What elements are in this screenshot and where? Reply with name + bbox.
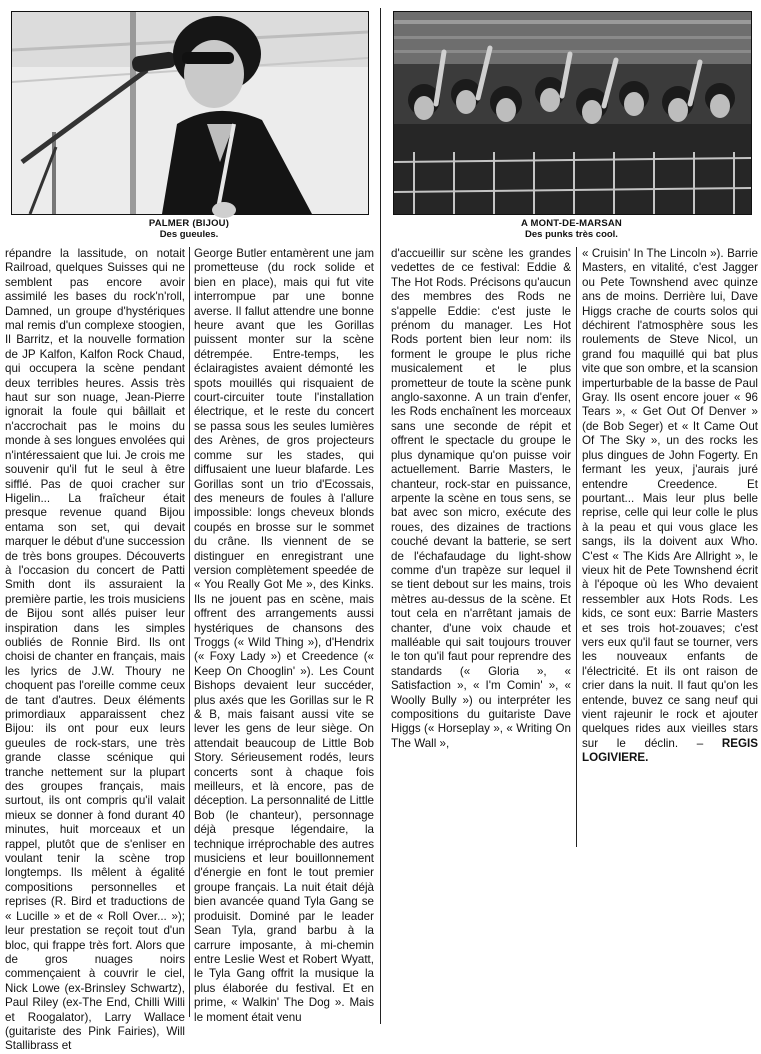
- article-column-4: [582, 247, 758, 1022]
- page-divider: [380, 8, 381, 1024]
- article-column-1: [5, 247, 185, 1053]
- author-signature: REGIS LOGIVIERE.: [582, 736, 758, 765]
- article-text: George Butler entamèrent une jam prometteuse (du rock solide et bien en place), mais qui fut vite interrompue par une bonne averse. Il fallut attendre une bonne heure avant que les Gorillas puissent monter sur la scène détrempée. Entre-temps, les éclairagistes avaient démonté les spots mouillés qui risquaient de court-circuiter toute l'installation électrique, et le reste du concert se passa sous les seules lumières des Arènes, de gros projecteurs comme sur les stades, qui diffusaient une lueur blafarde. Les Gorillas sont un trio d'Ecossais, des meneurs de foules à l'allure impossible: longs cheveux blonds coupés en brosse sur le sommet du crâne. Ils viennent de se distinguer en enregistrant une version complètement speedée de « You Really Got Me », des Kinks. Ils ne jouent pas en scène, mais offrent des arrangements aussi hystériques de chansons des Troggs (« Wild Thing »), d'Hendrix (« Foxy Lady ») et Creedence (« Keep On Chooglin' »). Les Count Bishops devaient leur succéder, plus axés que les Gorillas sur le R & B, mais faisant aussi vite se lever les gens de leur siège. On attendait beaucoup de Little Bob Story. Sérieusement rodés, leurs concerts sont à chaque fois meilleurs, et là encore, pas de déception. La personnalité de Little Bob (le chanteur), personnage déjà presque légendaire, la technique irréprochable des autres musiciens et leur bouillonnement d'énergie en font le tout premier groupe français. La nuit était déjà bien avancée quand Tyla Gang se produisit. Dominé par le leader Sean Tyla, grand barbu à la carrure imposante, à mi-chemin entre Leslie West et Robert Wyatt, le Tyla Gang offrit la musique la plus élaborée du festival. Et en prime, « Walkin' The Dog ». Mais le moment était venu: [194, 247, 374, 1024]
- caption-right: [393, 218, 750, 240]
- photo-palmer: [11, 11, 369, 215]
- column-divider: [189, 247, 190, 1017]
- photo-crowd: [393, 11, 752, 215]
- article-column-2: [194, 247, 374, 1022]
- article-text: d'accueillir sur scène les grandes vedettes de ce festival: Eddie & The Hot Rods. Précisons qu'aucun des membres des Rods ne s'appelle Eddie: c'est juste le prénom du manager. Les Hot Rods portent bien leur nom: ils forment le groupe le plus riche musicalement et le plus prometteur de toute la scène punk anglo-saxonne. A un train d'enfer, les Rods enchaînent les morceaux sans une seconde de répit et offrent le spectacle du groupe le plus dynamique qu'on puisse voir actuellement. Barrie Masters, le chanteur, rock-star en puissance, arpente la scène en tous sens, se bat avec son micro, exécute des roues, des dizaines de tractions couché devant la batterie, se sert de l'échafaudage du light-show comme d'un trapèze sur lequel il se tient debout sur les mains, trois mètres au-dessus de la scène. Et tout cela en n'arrêtant jamais de chanter, d'une voix chaude et malléable qui sait toujours trouver le ton qu'il faut pour reprendre des standards (« Gloria », « Satisfaction », « I'm Comin' », « Woolly Bully ») ou interpréter les compositions du guitariste Dave Higgs (« Horseplay », « Writing On The Wall »,: [391, 247, 571, 750]
- caption-right-title: A MONT-DE-MARSAN: [520, 218, 622, 229]
- caption-right-subtitle: Des punks très cool.: [525, 229, 618, 240]
- article-column-3: [391, 247, 571, 1022]
- singer-illustration: [12, 12, 368, 214]
- caption-left: [11, 218, 367, 240]
- column-divider: [576, 247, 577, 847]
- crowd-illustration: [394, 12, 751, 214]
- article-text: [582, 247, 758, 766]
- caption-left-subtitle: Des gueules.: [159, 229, 219, 240]
- article-text-end: « Cruisin' In The Lincoln »). Barrie Masters, en vitalité, c'est Jagger ou Pete Townshend avec quinze ans de moins. Derrière lui, Dave Higgs crache de courts solos qui déchirent l'atmosphère sous les roulements de Steve Nicol, un grand fou maquillé qui bat plus vite que son ombre, et la scansion imperturbable de la basse de Paul Gray. Ils osent encore jouer « 96 Tears », « Get Out Of Denver » (de Bob Seger) et « It Came Out Of The Sky », un des rocks les plus dingues de John Fogerty. En fermant les yeux, j'aurais juré entendre Creedence. Et pourtant... Mais leur plus belle reprise, celle qui leur colle le plus à la peau et qui vous glace les sangs, ils la doivent aux Who. C'est « The Kids Are Allright », le vieux hit de Pete Townshend écrit à l'époque où les Who devaient ressembler aux Hots Rods. Les kids, ce sont eux: Barrie Masters et ses trois hot-zouaves; c'est vers eux qu'il faut se tourner, vers les nouveaux enfants de l'électricité. Et ils ont raison de crier dans la nuit. Il faut qu'on les entende, buvez ce sang neuf qui vient rajeunir le rock et ajouter quelques rides aux vieilles stars sur le déclin. –: [582, 247, 758, 750]
- article-text: répandre la lassitude, on notait Railroad, quelques Suisses qui ne semblent pas encore avoir assimilé les bases du rock'n'roll, Damned, un groupe d'hystériques mal remis d'un complexe stoogien, Il Barritz, et la nouvelle formation de JP Kalfon, Kalfon Rock Chaud, qui occupera la scène pendant deux terribles heures. Assis très haut sur son nuage, Jean-Pierre ignorait la foule qui bâillait et n'accrochait pas le moins du monde à ses longues envolées qui n'intéressaient que lui. Je crois me souvenir qu'il fut le seul à être sifflé. Pas de quoi cracher sur Higelin... La fraîcheur était presque revenue quand Bijou entama son set, qui devait marquer le début d'une succession de très bons groupes. Découverts à l'occasion du concert de Patti Smith dont ils assuraient la première partie, les trois musiciens de Bijou sont allés puiser leur inspiration dans les simples oubliés de Ronnie Bird. Ils ont choisi de chanter en français, mais les lyrics de J.W. Thoury ne choquent pas l'oreille comme ceux de tant d'autres. Deux éléments primordiaux apparaissent chez Bijou: ils ont pour eux leurs gueules de rock-stars, une très grande classe scénique qui tranche nettement sur la plupart des groupes français, mais surtout, ils ont compris qu'il valait mieux se donner à fond durant 40 minutes, huit morceaux et un rappel, plutôt que de s'enliser en voulant tenir la scène trop longtemps. Ils mêlent à égalité compositions personnelles et reprises (R. Bird et traductions de « Lucille » et de « Roll Over... »); leur prestation se reçoit tout d'un bloc, qui frappe très fort. Alors que de gros nuages noirs commençaient à couvrir le ciel, Nick Lowe (ex-Brinsley Schwartz), Paul Riley (ex-The End, Chilli Willi et Roogalator), Larry Wallace (guitariste des Pink Fairies), Will Stallibrass et: [5, 247, 185, 1053]
- caption-left-title: PALMER (BIJOU): [148, 218, 230, 229]
